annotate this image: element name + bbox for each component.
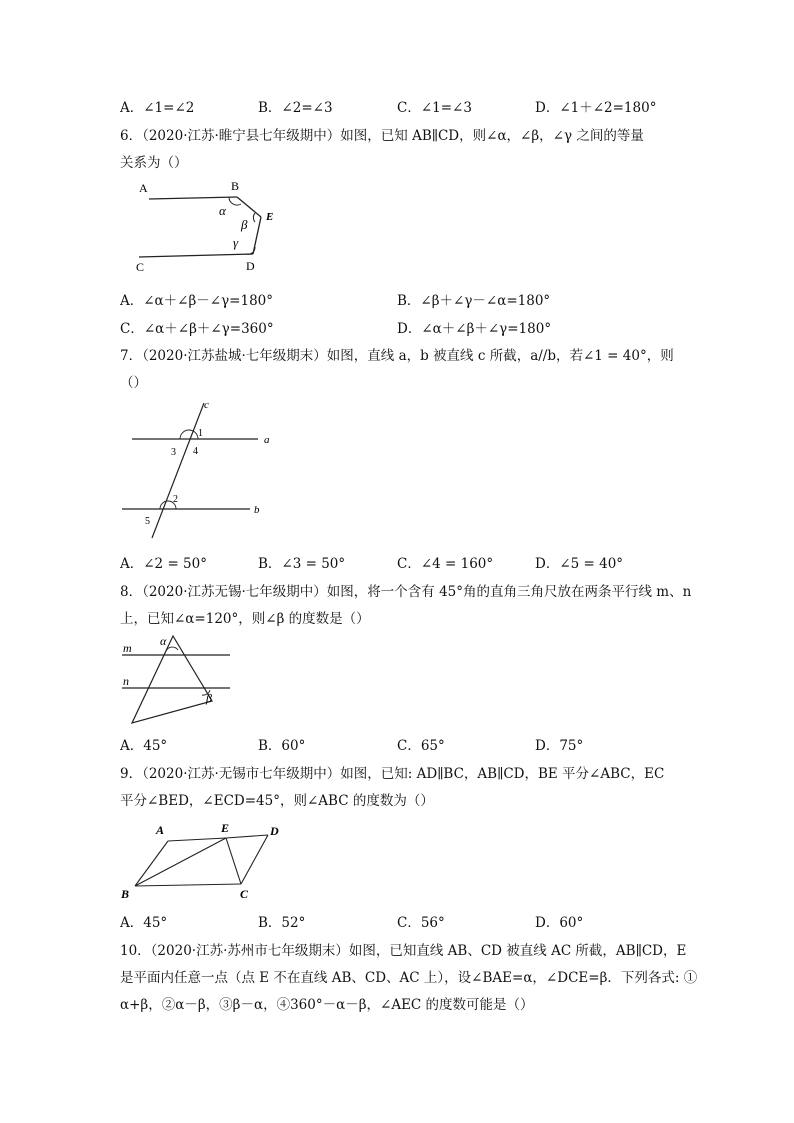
- q6-label-alpha: α: [219, 203, 226, 218]
- q5-option-c: C．∠1=∠3: [397, 100, 472, 116]
- q6-label-b: B: [231, 179, 240, 193]
- q7-label-a: a: [264, 434, 270, 446]
- q8-label-n: n: [123, 674, 129, 688]
- q9-label-d: D: [270, 824, 279, 838]
- q9-label-b: B: [121, 887, 130, 901]
- q8-option-d: D．75°: [535, 738, 584, 754]
- q6-label-a: A: [139, 181, 148, 195]
- q6-stem-line1: 6．（2020·江苏·睢宁县七年级期中）如图，已知 AB∥CD，则∠α，∠β，∠γ 之间的等量: [120, 128, 644, 144]
- q9-figure: [118, 820, 290, 906]
- q7-option-c: C．∠4 = 160°: [397, 556, 494, 572]
- q8-option-c: C．65°: [397, 738, 445, 754]
- q6-stem-line2: 关系为（）: [120, 155, 188, 171]
- q9-option-c: C．56°: [397, 915, 445, 931]
- q9-stem-line2: 平分∠BED，∠ECD=45°，则∠ABC 的度数为（）: [120, 793, 434, 809]
- q5-option-b: B．∠2=∠3: [258, 100, 333, 116]
- q8-stem-line2: 上，已知∠α=120°，则∠β 的度数是（）: [120, 611, 370, 627]
- q9-label-e: E: [221, 821, 230, 835]
- q7-option-a: A．∠2 = 50°: [120, 556, 207, 572]
- q9-label-c: C: [240, 887, 249, 901]
- q6-label-gamma: γ: [233, 235, 239, 250]
- q6-label-d: D: [246, 259, 255, 273]
- q8-option-b: B．60°: [258, 738, 306, 754]
- q7-option-b: B．∠3 = 50°: [258, 556, 346, 572]
- q7-label-c: c: [204, 399, 209, 411]
- q8-figure: [118, 632, 238, 728]
- q6-option-d: D．∠α＋∠β＋∠γ=180°: [397, 321, 552, 337]
- q8-label-beta: β: [206, 691, 212, 705]
- q7-label-b: b: [254, 504, 260, 516]
- q6-label-c: C: [136, 260, 145, 274]
- q7-label-5: 5: [145, 516, 150, 527]
- q7-label-3: 3: [171, 447, 176, 458]
- q6-label-beta: β: [241, 217, 248, 232]
- q5-option-d: D．∠1＋∠2=180°: [535, 100, 657, 116]
- q10-stem-line2: 是平面内任意一点（点 E 不在直线 AB、CD、AC 上），设∠BAE=α，∠DCE=β．下列各式: ①: [120, 970, 698, 986]
- q8-option-a: A．45°: [120, 738, 168, 754]
- q10-stem-line3: α+β，②α－β，③β－α，④360°－α－β，∠AEC 的度数可能是（）: [120, 997, 534, 1013]
- q9-option-b: B．52°: [258, 915, 306, 931]
- q7-stem-line1: 7．（2020·江苏盐城·七年级期末）如图，直线 a，b 被直线 c 所截，a//b，若∠1 = 40°，则: [120, 348, 674, 364]
- q7-option-d: D．∠5 = 40°: [535, 556, 624, 572]
- q9-label-a: A: [156, 823, 165, 837]
- q8-label-alpha: α: [160, 634, 167, 648]
- q5-option-a: A．∠1=∠2: [120, 100, 195, 116]
- q7-figure: [118, 396, 278, 541]
- q8-stem-line1: 8．（2020·江苏无锡·七年级期中）如图，将一个含有 45°角的直角三角尺放在两条平行线 m、n: [120, 584, 692, 600]
- q10-stem-line1: 10．（2020·江苏·苏州市七年级期末）如图，已知直线 AB、CD 被直线 AC 所截，AB∥CD，E: [120, 943, 687, 959]
- q7-label-4: 4: [193, 446, 198, 457]
- q6-option-b: B．∠β＋∠γ－∠α=180°: [397, 293, 551, 309]
- q6-figure: [125, 175, 295, 275]
- q6-option-c: C．∠α＋∠β＋∠γ=360°: [120, 321, 274, 337]
- q9-option-a: A．45°: [120, 915, 168, 931]
- q6-label-e: E: [266, 211, 274, 223]
- q7-label-2: 2: [173, 494, 178, 505]
- q7-label-1: 1: [198, 428, 203, 439]
- q7-stem-line2: （）: [120, 375, 147, 391]
- q9-stem-line1: 9．（2020·江苏·无锡市七年级期中）如图，已知: AD∥BC，AB∥CD，BE 平分∠ABC，EC: [120, 766, 665, 782]
- q9-option-d: D．60°: [535, 915, 584, 931]
- q8-label-m: m: [123, 641, 132, 655]
- q6-option-a: A．∠α＋∠β－∠γ=180°: [120, 293, 274, 309]
